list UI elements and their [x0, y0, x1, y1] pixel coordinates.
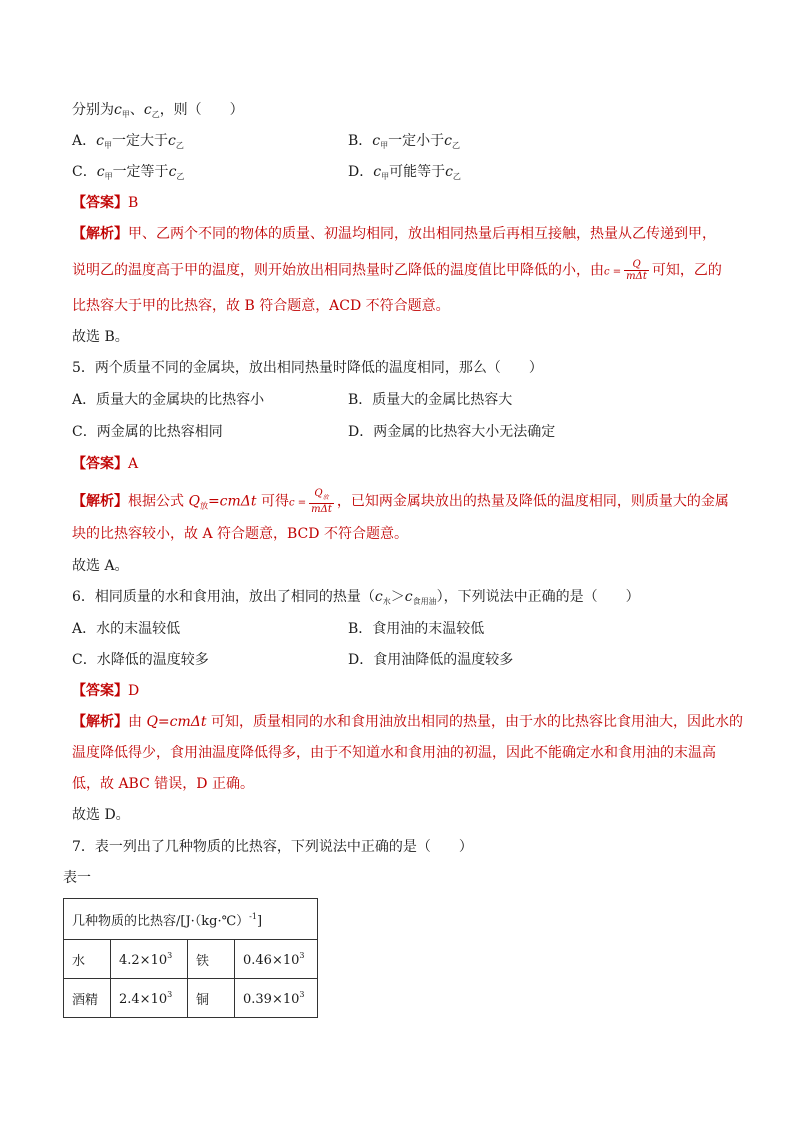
- q5-analysis-line2: 块的比热容较小，故 A 符合题意，BCD 不符合题意。: [72, 526, 408, 542]
- value-exp: 3: [167, 989, 173, 999]
- answer-value: B: [128, 195, 139, 211]
- table-cell-value: [235, 979, 318, 1018]
- value-text: 0.39×10: [243, 991, 300, 1007]
- q5-option-c[interactable]: C．两金属的比热容相同: [72, 424, 223, 440]
- analysis-label: 【解析】: [72, 493, 128, 510]
- formula-numerator: Q: [624, 259, 649, 271]
- table-cell-value: [235, 940, 318, 979]
- table-cell-value: [111, 940, 188, 979]
- q4-option-d[interactable]: [348, 162, 461, 187]
- q6-stem-pre: 6．相同质量的水和食用油，放出了相同的热量（: [72, 589, 375, 605]
- q6-analysis-line1: [72, 712, 743, 732]
- q6-rel: ＞: [390, 589, 405, 605]
- option-c2: c: [167, 133, 176, 149]
- analysis-text: 可得: [260, 493, 289, 510]
- answer-value: A: [128, 456, 139, 472]
- q6-c1-sub: 水: [382, 597, 391, 606]
- analysis-text: 比热容大于甲的比热容，故 B 符合题意，ACD 不符合题意。: [72, 298, 450, 314]
- option-sub2: 乙: [452, 172, 461, 181]
- q4-option-a[interactable]: [72, 131, 184, 156]
- answer-value: D: [128, 683, 140, 699]
- table-header-end: ]: [256, 913, 263, 929]
- q6-option-b[interactable]: B．食用油的末温较低: [348, 621, 485, 637]
- q6-c2-sub: 食用油: [412, 597, 437, 606]
- q5-stem: 5．两个质量不同的金属块，放出相同热量时降低的温度相同，那么（ ）: [72, 360, 543, 376]
- option-letter: B．: [348, 133, 373, 149]
- option-rel: 一定大于: [111, 133, 168, 149]
- option-c2: c: [444, 133, 452, 149]
- specific-heat-table: [63, 898, 318, 1018]
- analysis-text: 说明乙的温度高于甲的温度，则开始放出相同热量时乙降低的温度值比甲降低的小，由: [72, 262, 604, 279]
- option-rel: 一定等于: [112, 164, 169, 180]
- table-cell-material: 水: [64, 940, 111, 979]
- q4-option-b[interactable]: [348, 131, 460, 156]
- formula-fraction: [624, 259, 649, 282]
- q4-stem-pre: 分别为: [72, 102, 114, 118]
- formula-lhs: c =: [604, 266, 622, 278]
- table-header-cell: [64, 899, 318, 940]
- table-cell-material: 铜: [188, 979, 235, 1018]
- analysis-label: 【解析】: [72, 714, 128, 730]
- analysis-text: 根据公式: [128, 493, 184, 510]
- option-c: c: [96, 164, 105, 180]
- q5-answer: [72, 454, 138, 474]
- answer-label: 【答案】: [72, 456, 128, 472]
- q5-conclusion: 故选 A。: [72, 558, 129, 574]
- table-row: [64, 979, 318, 1018]
- q4-analysis-line3: [72, 296, 450, 316]
- q6-stem-post: ），下列说法中正确的是（ ）: [436, 589, 640, 605]
- option-sub: 甲: [380, 141, 389, 150]
- value-text: 4.2×10: [119, 952, 168, 968]
- q5-option-d[interactable]: D．两金属的比热容大小无法确定: [348, 424, 556, 440]
- formula-numerator-sub: 放: [322, 494, 329, 501]
- option-sub: 甲: [103, 141, 112, 150]
- q5-option-a[interactable]: A．质量大的金属块的比热容小: [72, 392, 265, 408]
- table-row: [64, 940, 318, 979]
- q6-analysis-line2: 温度降低得少，食用油温度降低得多，由于不知道水和食用油的初温，因此不能确定水和食用油的末温高: [72, 745, 716, 761]
- q6-option-d[interactable]: D．食用油降低的温度较多: [348, 652, 514, 668]
- q6-c2: c: [404, 589, 413, 605]
- q6-analysis-line3: 低，故 ABC 错误，D 正确。: [72, 776, 254, 792]
- table-caption: 表一: [63, 870, 91, 886]
- formula-denominator: mΔt: [311, 504, 332, 515]
- analysis-text: 由: [128, 714, 142, 730]
- q4-conclusion: 故选 B。: [72, 329, 129, 345]
- q7-stem: 7．表一列出了几种物质的比热容，下列说法中正确的是（ ）: [72, 839, 473, 855]
- q5-analysis-line1: [72, 488, 729, 517]
- analysis-text: ，已知两金属块放出的热量及降低的温度相同，则质量大的金属: [336, 493, 729, 510]
- value-exp: 3: [167, 950, 173, 960]
- option-sub2: 乙: [176, 172, 185, 181]
- q5-option-b[interactable]: B．质量大的金属比热容大: [348, 392, 513, 408]
- q6-answer: [72, 681, 139, 701]
- formula-q-sub: 放: [199, 501, 208, 511]
- table-header-sup: -1: [249, 911, 257, 921]
- table-header-row: [64, 899, 318, 940]
- option-letter: D．: [348, 164, 374, 180]
- formula-inline: Q=cmΔt: [146, 714, 207, 730]
- q4-analysis-line1: [72, 224, 716, 244]
- formula-q: Q: [188, 493, 200, 510]
- option-sub2: 乙: [175, 141, 184, 150]
- table-cell-material: 酒精: [64, 979, 111, 1018]
- analysis-text: 甲、乙两个不同的物体的质量、初温均相同，放出相同热量后再相互接触，热量从乙传递到甲，: [128, 226, 716, 242]
- table-cell-material: 铁: [188, 940, 235, 979]
- formula-fraction: [309, 488, 334, 515]
- option-sub: 甲: [381, 172, 390, 181]
- q4-stem-c1: c: [114, 102, 122, 118]
- analysis-text: 可知，质量相同的水和食用油放出相同的热量，由于水的比热容比食用油大，因此水的: [210, 714, 743, 730]
- option-letter: A．: [72, 133, 97, 149]
- q6-option-c[interactable]: C．水降低的温度较多: [72, 652, 209, 668]
- q4-analysis-line2: [72, 259, 722, 283]
- q4-stem-c2: c: [143, 102, 152, 118]
- value-text: 0.46×10: [243, 952, 300, 968]
- q4-stem-sep: 、: [129, 102, 144, 118]
- option-c2: c: [168, 164, 177, 180]
- table-cell-value: [111, 979, 188, 1018]
- option-sub: 甲: [104, 172, 113, 181]
- q4-stem: [72, 100, 244, 125]
- q4-answer: [72, 193, 138, 213]
- q4-option-c[interactable]: [72, 162, 184, 187]
- formula-denominator: mΔt: [626, 271, 647, 282]
- q6-conclusion: 故选 D。: [72, 807, 130, 823]
- q6-c1: c: [374, 589, 383, 605]
- answer-label: 【答案】: [72, 195, 128, 211]
- formula-eq: =cmΔt: [207, 493, 257, 510]
- option-sub2: 乙: [451, 141, 460, 150]
- option-letter: C．: [72, 164, 97, 180]
- option-c: c: [373, 164, 382, 180]
- answer-label: 【答案】: [72, 683, 128, 699]
- value-exp: 3: [299, 989, 305, 999]
- formula-lhs: c =: [288, 497, 307, 509]
- q4-stem-c2-sub: 乙: [151, 110, 160, 119]
- table-header-text: 几种物质的比热容/[J·（kg·℃）: [72, 913, 250, 929]
- value-exp: 3: [299, 950, 305, 960]
- value-text: 2.4×10: [119, 991, 168, 1007]
- q4-stem-c1-sub: 甲: [121, 110, 130, 119]
- analysis-text: 可知，乙的: [651, 262, 722, 279]
- q6-option-a[interactable]: A．水的末温较低: [72, 621, 181, 637]
- option-c: c: [372, 133, 381, 149]
- option-rel: 一定小于: [388, 133, 445, 149]
- formula-numerator: Q: [314, 488, 323, 499]
- option-c: c: [96, 133, 104, 149]
- analysis-label: 【解析】: [72, 226, 128, 242]
- q6-stem: [72, 587, 640, 612]
- q4-stem-post: ，则（ ）: [159, 102, 244, 118]
- option-c2: c: [445, 164, 453, 180]
- option-rel: 可能等于: [389, 164, 446, 180]
